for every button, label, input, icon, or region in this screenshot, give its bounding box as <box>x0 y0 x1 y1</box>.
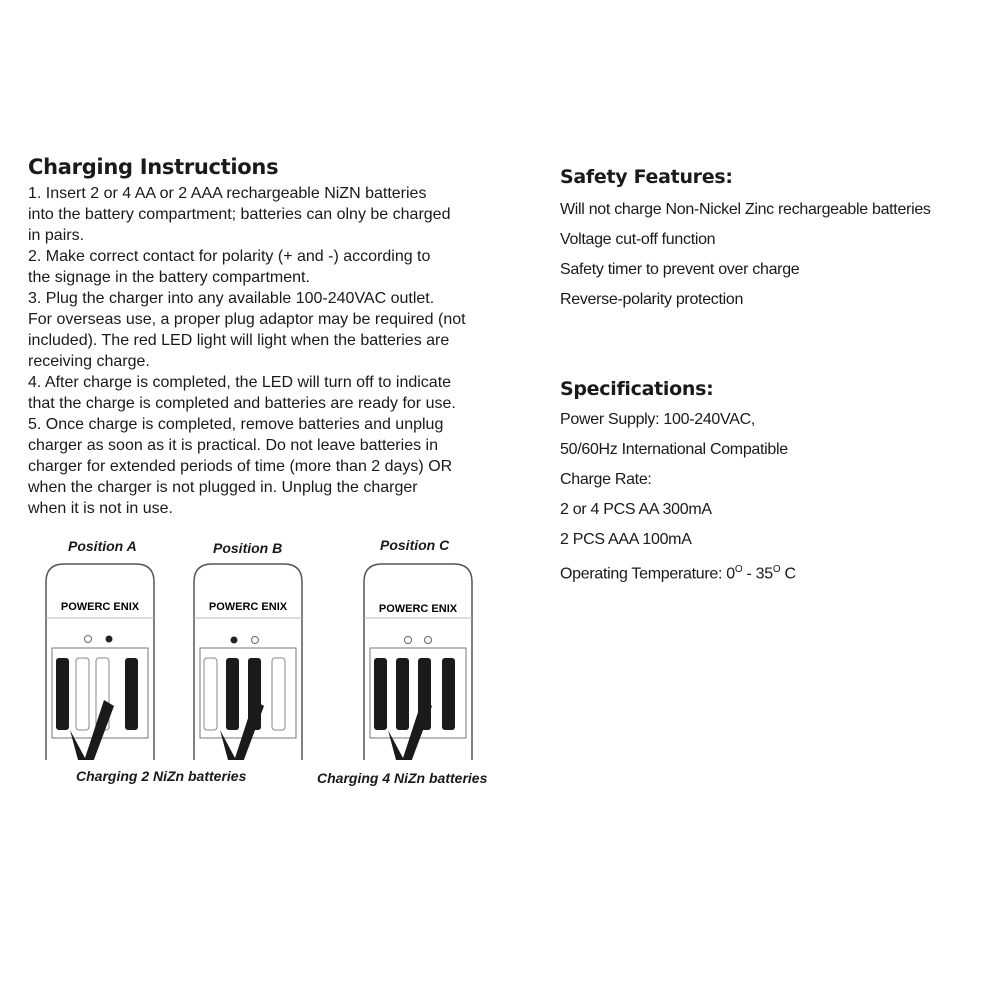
right-column <box>560 166 990 588</box>
instruction-step-3: 3. Plug the charger into any available 100-240VAC outlet. For overseas use, a proper plug adaptor may be required (not included). The red LED light will light when the batteries are receiving charge. <box>28 290 466 370</box>
position-b-label: Position B <box>213 540 283 556</box>
safety-feature-item: Will not charge Non-Nickel Zinc rechargeable batteries <box>560 201 931 218</box>
battery-icon <box>442 658 455 730</box>
battery-icon <box>226 658 239 730</box>
spec-aa-rate: 2 or 4 PCS AA 300mA <box>560 501 712 518</box>
charging-instructions-title: Charging Instructions <box>28 155 279 179</box>
position-a-label: Position A <box>68 538 137 554</box>
spec-charge-rate: Charge Rate: <box>560 471 652 488</box>
empty-slot-icon <box>204 658 217 730</box>
safety-features-title: Safety Features: <box>560 166 733 188</box>
instruction-step-1: 1. Insert 2 or 4 AA or 2 AAA rechargeable NiZN batteries into the battery compartment; batteries can olny be charged in pairs. <box>28 185 451 244</box>
charger-position-b-illustration <box>188 560 308 760</box>
safety-feature-item: Safety timer to prevent over charge <box>560 261 800 278</box>
charger-position-a-illustration <box>40 560 160 760</box>
safety-feature-item: Voltage cut-off function <box>560 231 716 248</box>
charger-brand-text: POWERC ENIX <box>378 603 458 615</box>
specifications-section <box>560 378 990 588</box>
charger-brand-text: POWERC ENIX <box>60 601 140 613</box>
battery-icon <box>125 658 138 730</box>
instruction-step-4: 4. After charge is completed, the LED will turn off to indicate that the charge is completed and batteries are ready for use. <box>28 374 456 412</box>
battery-icon <box>396 658 409 730</box>
spec-operating-temperature: Operating Temperature: $0^O - 35^O$ C <box>560 564 796 583</box>
empty-slot-icon <box>272 658 285 730</box>
charger-position-c-illustration <box>358 560 478 760</box>
spec-compatibility: 50/60Hz International Compatible <box>560 441 788 458</box>
spec-aaa-rate: 2 PCS AAA 100mA <box>560 531 692 548</box>
instruction-step-5: 5. Once charge is completed, remove batteries and unplug charger as soon as it is practical. Do not leave batteries in charger for extended periods of time (more than 2 days) OR when the charger is not plugged in. Unplug the charger when it is not in use. <box>28 416 453 517</box>
safety-feature-item: Reverse-polarity protection <box>560 291 744 308</box>
battery-icon <box>56 658 69 730</box>
instructions-list <box>28 183 518 519</box>
specifications-title: Specifications: <box>560 378 714 400</box>
caption-charging-2: Charging 2 NiZn batteries <box>76 768 247 784</box>
charger-brand-text: POWERC ENIX <box>208 601 288 613</box>
spec-power-supply: Power Supply: 100-240VAC, <box>560 411 755 428</box>
caption-charging-4: Charging 4 NiZn batteries <box>317 770 488 786</box>
safety-features-section <box>560 166 990 318</box>
position-c-label: Position C <box>380 537 450 553</box>
charging-instructions-section <box>28 155 518 519</box>
battery-icon <box>374 658 387 730</box>
instruction-step-2: 2. Make correct contact for polarity (+ and -) according to the signage in the battery compartment. <box>28 248 431 286</box>
empty-slot-icon <box>76 658 89 730</box>
